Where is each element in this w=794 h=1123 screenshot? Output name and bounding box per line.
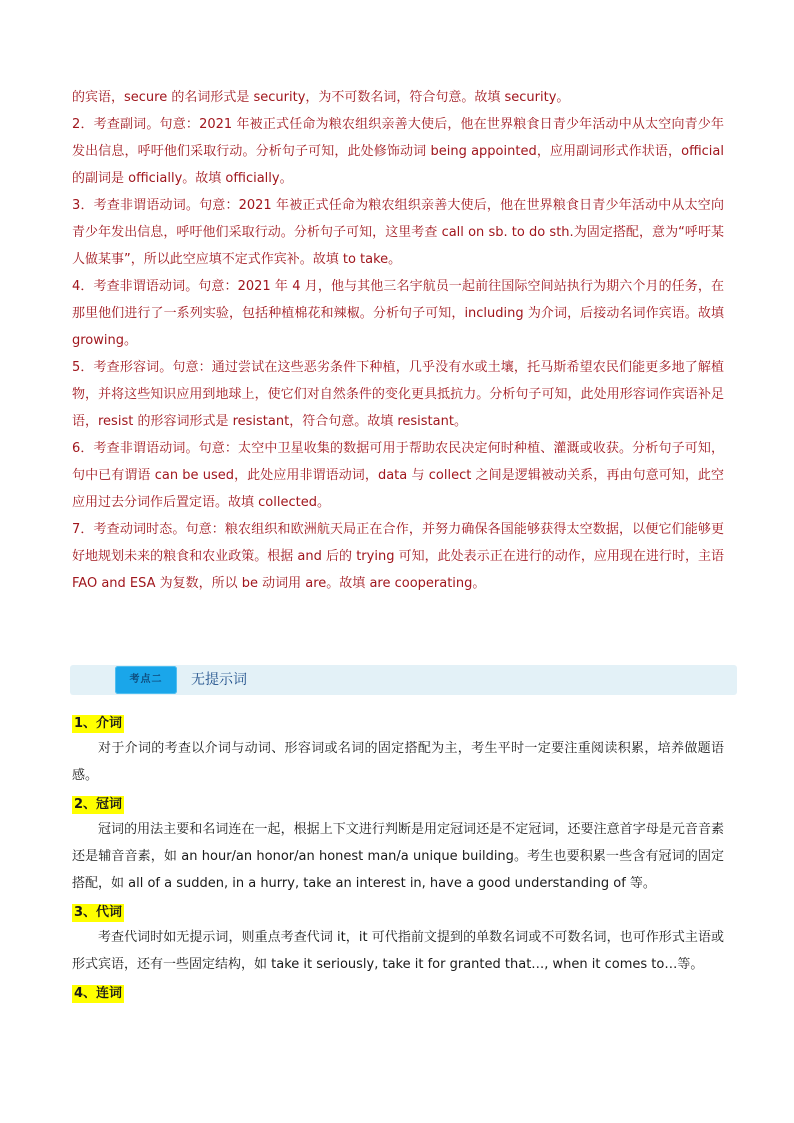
section-gap <box>72 597 724 665</box>
banner-title: 无提示词 <box>191 672 247 688</box>
section-heading-4 <box>72 978 724 1005</box>
section-heading-3 <box>72 897 724 924</box>
section-heading-2 <box>72 789 724 816</box>
sections <box>72 708 724 1005</box>
section-heading-label: 1、介词 <box>74 716 123 731</box>
section-heading-label: 2、冠词 <box>74 797 123 812</box>
section-body-1: 对于介词的考查以介词与动词、形容词或名词的固定搭配为主，考生平时一定要注重阅读积累，培养做题语感。 <box>72 741 724 783</box>
answer-item-5: 5．考查形容词。句意：通过尝试在这些恶劣条件下种植，几乎没有水或土壤，托马斯希望农民们能更多地了解植物，并将这些知识应用到地球上，使它们对自然条件的变化更具抵抗力。分析句子可知，此处用形容词作宾语补足语，resist 的形容词形式是 resistant，符合句意。故填 resistant。 <box>72 360 724 429</box>
section-body-2: 冠词的用法主要和名词连在一起，根据上下文进行判断是用定冠词还是不定冠词，还要注意首字母是元音音素还是辅音音素，如 an hour/an honor/an honest man/a unique building。考生也要积累一些含有冠词的固定搭配，如 all of a sudden, in a hurry, take an interest in, have a good understanding of 等。 <box>72 822 724 891</box>
answer-item-3: 3．考查非谓语动词。句意：2021 年被正式任命为粮农组织亲善大使后，他在世界粮食日青少年活动中从太空向青少年发出信息，呼吁他们采取行动。分析句子可知，这里考查 call on sb. to do sth.为固定搭配，意为“呼吁某人做某事”，所以此空应填不定式作宾补。故填 to take。 <box>72 198 724 267</box>
banner-tag: 考点二 <box>115 666 177 694</box>
section-body-3: 考查代词时如无提示词，则重点考查代词 it，it 可代指前文提到的单数名词或不可数名词，也可作形式主语或形式宾语，还有一些固定结构，如 take it seriously, take it for granted that…, when it comes to…等。 <box>72 930 724 972</box>
answer-item-2: 2．考查副词。句意：2021 年被正式任命为粮农组织亲善大使后，他在世界粮食日青少年活动中从太空向青少年发出信息，呼吁他们采取行动。分析句子可知，此处修饰动词 being appointed，应用副词形式作状语，official 的副词是 officially。故填 officially。 <box>72 117 724 186</box>
section-heading-label: 4、连词 <box>74 986 123 1001</box>
document-page <box>72 84 724 1005</box>
answer-item-4: 4．考查非谓语动词。句意：2021 年 4 月，他与其他三名宇航员一起前往国际空间站执行为期六个月的任务，在那里他们进行了一系列实验，包括种植棉花和辣椒。分析句子可知，including 为介词，后接动名词作宾语。故填 growing。 <box>72 279 724 348</box>
answer-item-6: 6．考查非谓语动词。句意：太空中卫星收集的数据可用于帮助农民决定何时种植、灌溉或收获。分析句子可知，句中已有谓语 can be used，此处应用非谓语动词，data 与 collect 之间是逻辑被动关系，再由句意可知，此空应用过去分词作后置定语。故填 collected。 <box>72 441 724 510</box>
answer-explanations <box>72 84 724 597</box>
answer-item-1-tail: 的宾语，secure 的名词形式是 security，为不可数名词，符合句意。故填 security。 <box>72 90 570 105</box>
section-heading-1 <box>72 708 724 735</box>
answer-item-7: 7．考查动词时态。句意：粮农组织和欧洲航天局正在合作，并努力确保各国能够获得太空数据，以便它们能够更好地规划未来的粮食和农业政策。根据 and 后的 trying 可知，此处表示正在进行的动作，应用现在进行时，主语 FAO and ESA 为复数，所以 be 动词用 are。故填 are cooperating。 <box>72 522 724 591</box>
section-heading-label: 3、代词 <box>74 905 123 920</box>
section-banner <box>70 665 737 695</box>
